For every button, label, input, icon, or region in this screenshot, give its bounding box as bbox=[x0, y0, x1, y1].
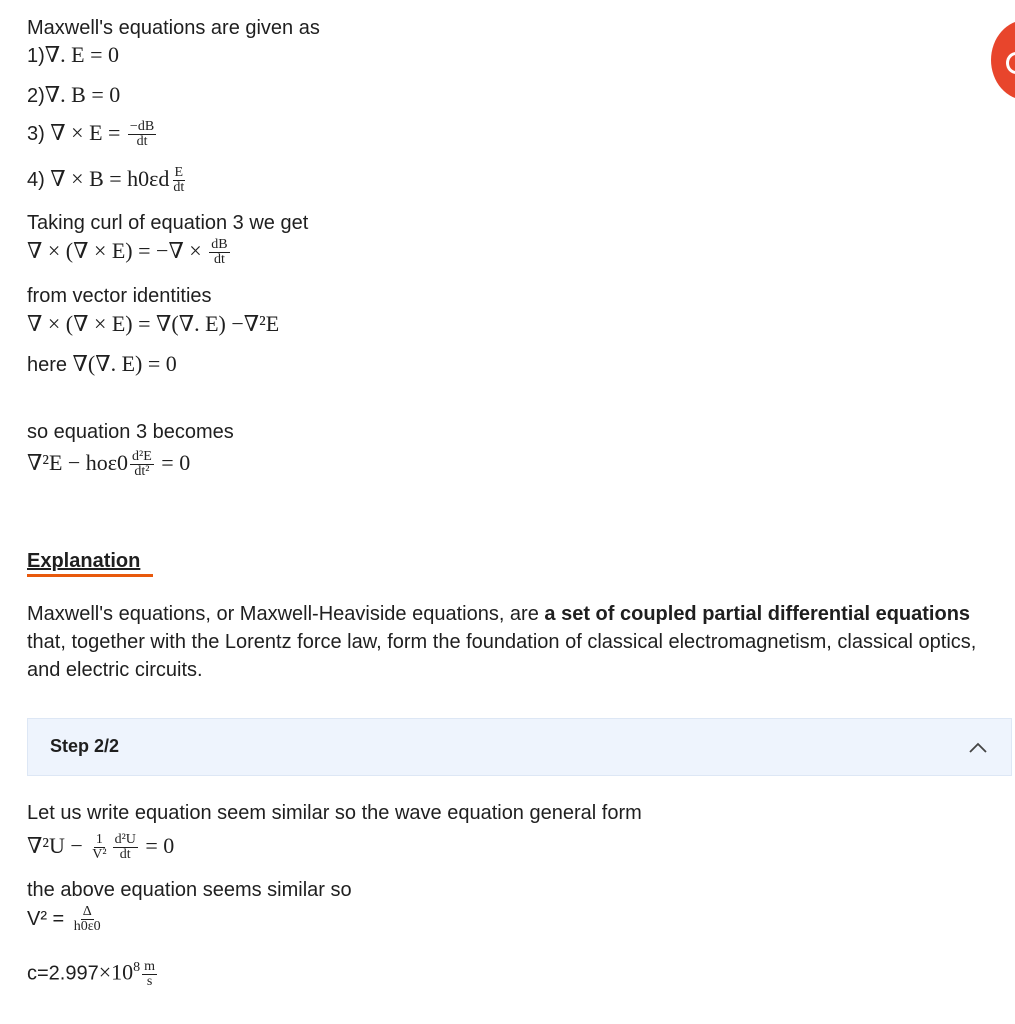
equation-1: 1)∇. E = 0 bbox=[27, 42, 120, 67]
vector-identities-text: from vector identities bbox=[27, 285, 212, 307]
equation-2: 2)∇. B = 0 bbox=[27, 82, 121, 107]
explanation-heading: Explanation bbox=[27, 550, 141, 572]
chevron-up-icon[interactable] bbox=[967, 737, 989, 759]
speed-of-light-equation: $c=2.997\times 10^8$ $\frac{m}{s}$ bbox=[27, 958, 156, 989]
equation-4: 4) ∇ × B = h0εd $\frac{E}{dt}$ bbox=[27, 165, 185, 196]
fraction: $\frac{E}{dt}$ bbox=[173, 165, 185, 196]
fraction: $\frac{1}{\text{V²}}$ bbox=[92, 832, 107, 863]
curl-text: Taking curl of equation 3 we get bbox=[27, 212, 309, 234]
becomes-equation: ∇²E − hoε0 $\frac{\text{d²E}}{\text{dt²}}$ = 0 bbox=[27, 449, 191, 480]
fraction: $\frac{\Delta}{h0\varepsilon 0}$ bbox=[73, 904, 101, 935]
wave-text: Let us write equation seem similar so the wave equation general form bbox=[27, 802, 642, 824]
becomes-text: so equation 3 becomes bbox=[27, 421, 234, 443]
fraction: $\frac{m}{s}$ bbox=[144, 958, 156, 989]
step-2-header[interactable] bbox=[27, 718, 1012, 776]
curl-equation: ∇ × (∇ × E) = −∇ × $\frac{dB}{dt}$ bbox=[27, 237, 228, 268]
fraction: $\frac{dB}{dt}$ bbox=[211, 237, 228, 268]
explanation-underline bbox=[27, 574, 153, 577]
fraction: $\frac{\text{d²U}}{dt}$ bbox=[114, 832, 136, 863]
intro-text: Maxwell's equations are given as bbox=[27, 17, 320, 39]
velocity-equation: V² = $\frac{\Delta}{h0\varepsilon 0}$ bbox=[27, 904, 101, 935]
equation-3: 3) ∇ × E = $\frac{-dB}{dt}$ bbox=[27, 119, 155, 150]
here-equation: here ∇(∇. E) = 0 bbox=[27, 351, 177, 376]
similar-text: the above equation seems similar so bbox=[27, 879, 352, 901]
explanation-paragraph: Maxwell's equations, or Maxwell-Heaviside equations, are a set of coupled partial differential equations that, together with the Lorentz force law, form the foundation of classical electromagnetism, classical optics, and electric circuits. bbox=[27, 603, 977, 681]
vector-identity-equation: ∇ × (∇ × E) = ∇(∇. E) −∇²E bbox=[27, 311, 280, 336]
wave-equation: ∇²U − $\frac{1}{\text{V²}}$ $\frac{\text{d²U}}{dt}$ = 0 bbox=[27, 832, 175, 863]
step-label: Step 2/2 bbox=[50, 736, 120, 756]
fraction: $\frac{-dB}{dt}$ bbox=[129, 119, 155, 150]
fraction: $\frac{\text{d²E}}{\text{dt²}}$ bbox=[132, 449, 152, 480]
